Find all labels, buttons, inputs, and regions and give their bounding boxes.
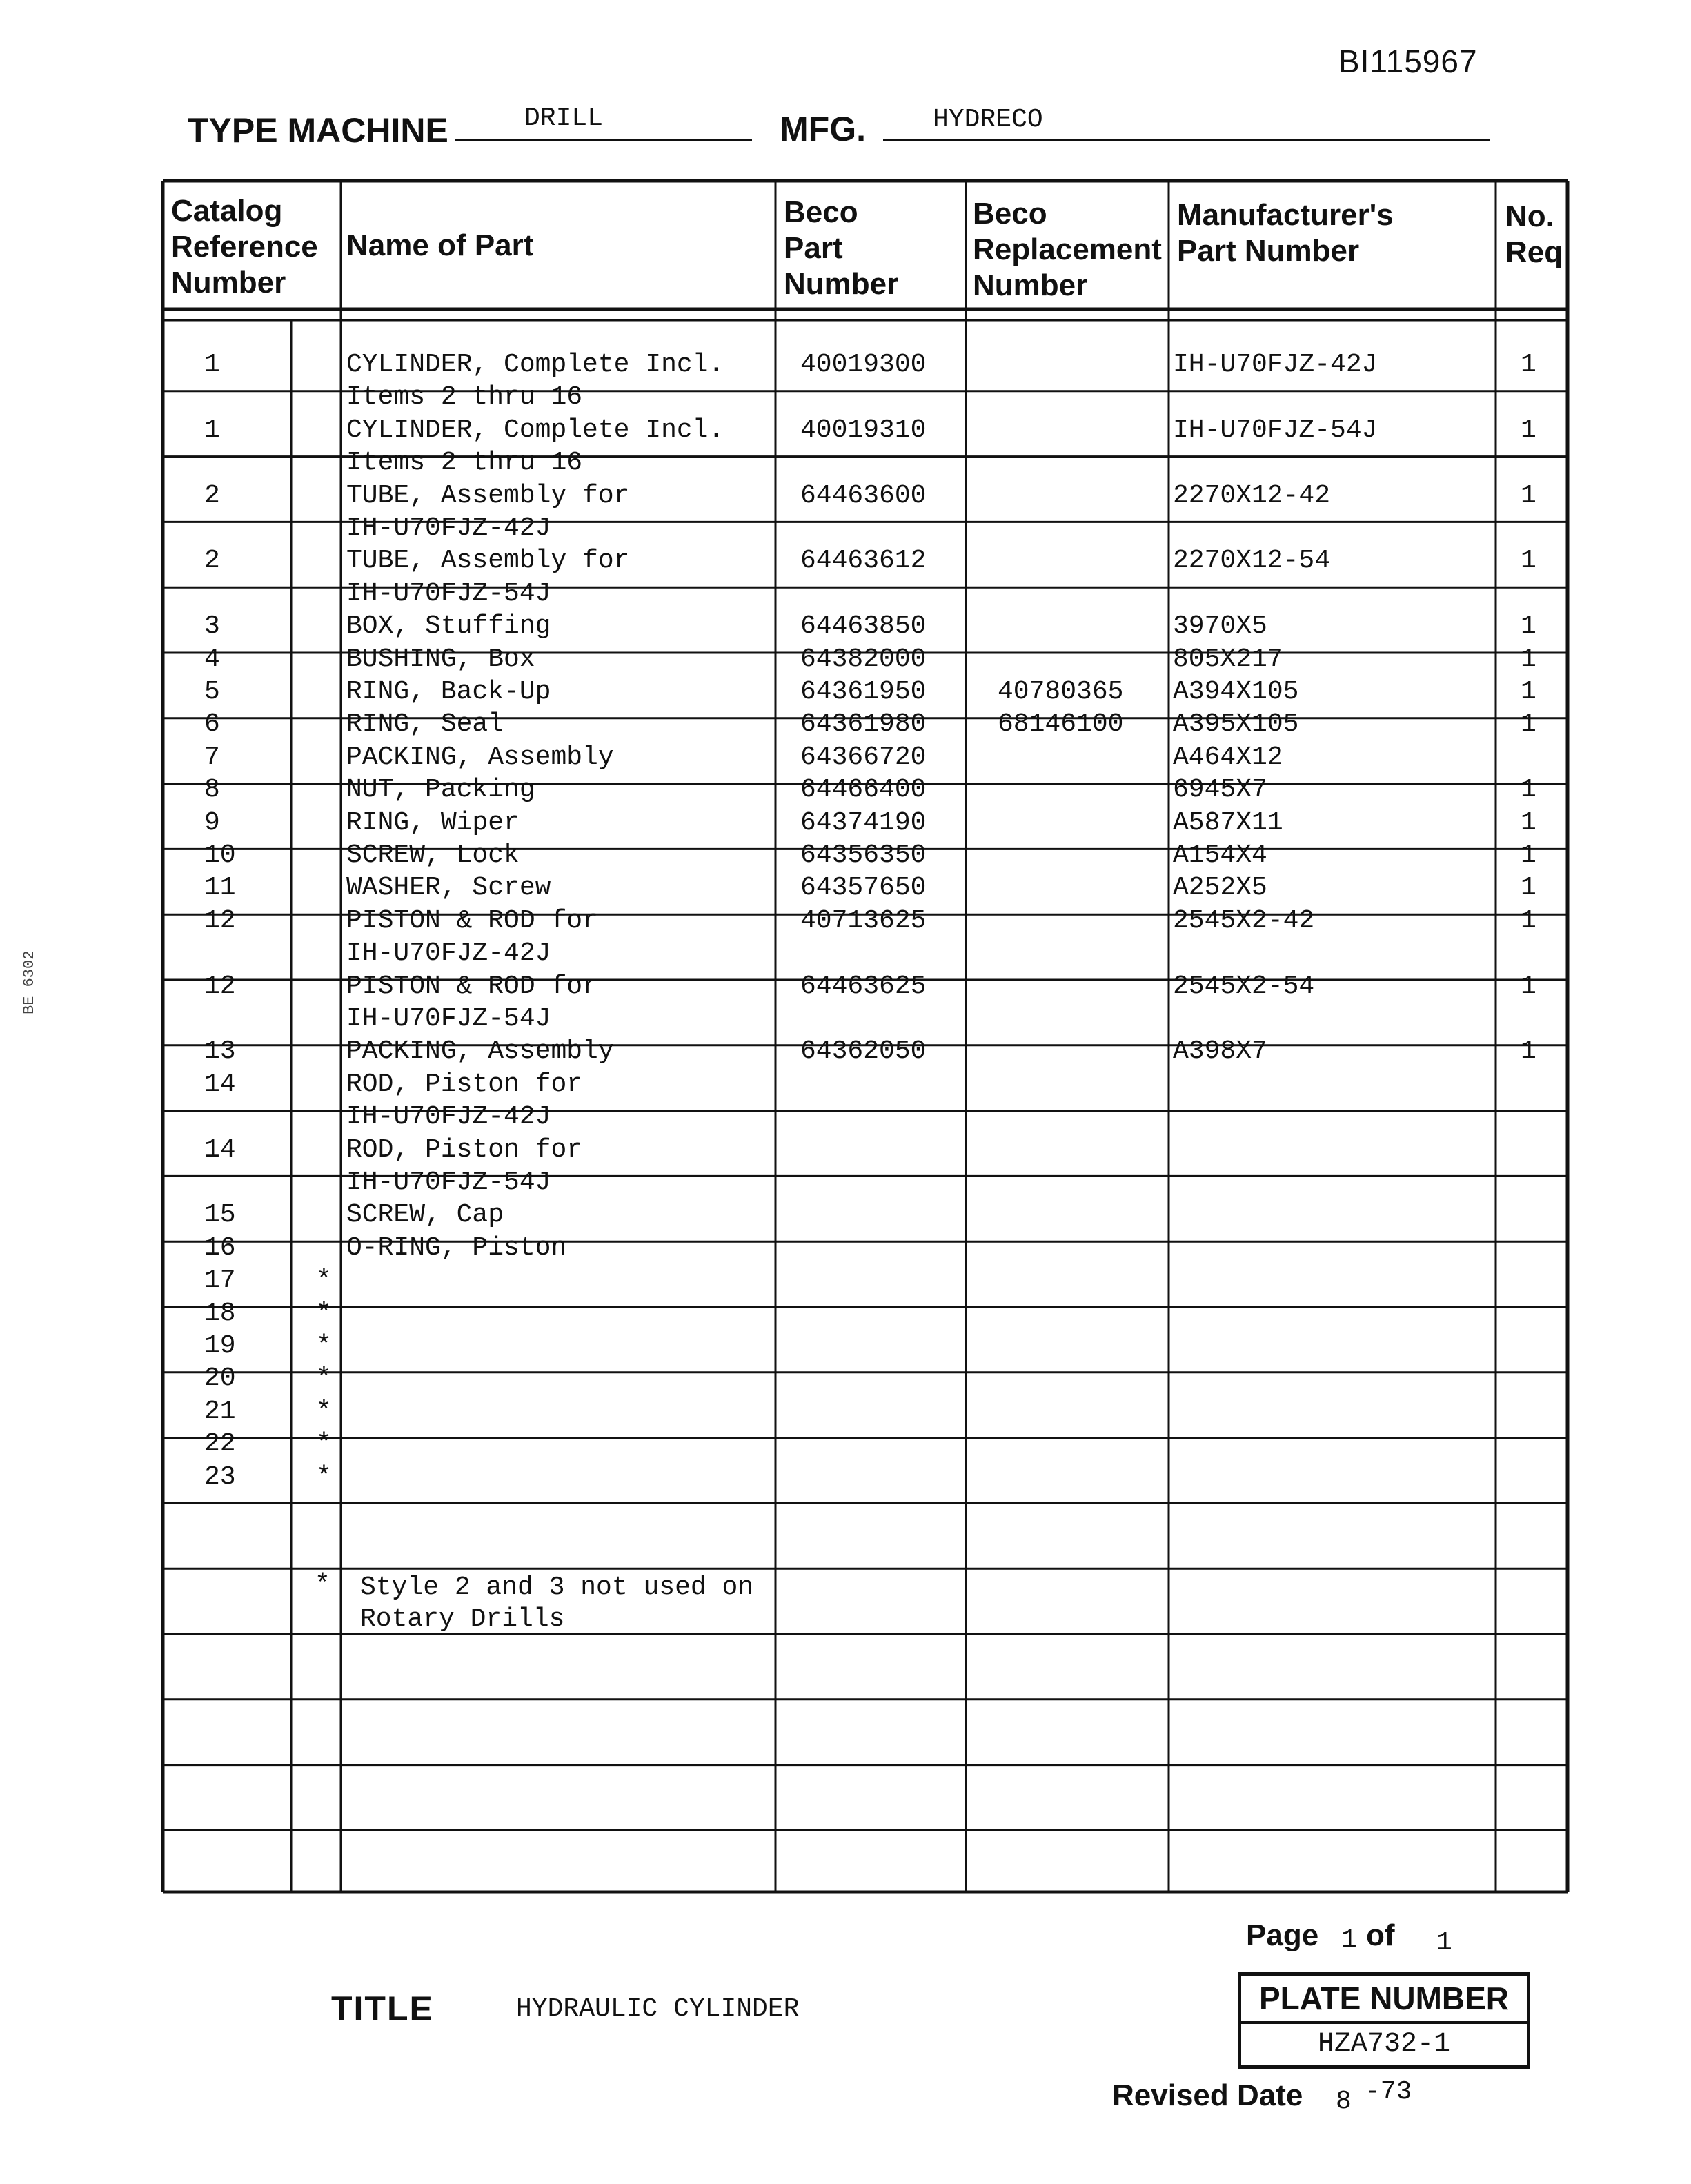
- col-header-no-req: [1505, 199, 1563, 270]
- catalog-ref-cell: 17: [204, 1266, 236, 1296]
- beco-part-cell: 40019310: [800, 415, 927, 445]
- beco-part-cell: 64374190: [800, 807, 927, 838]
- mfr-part-cell: IH-U70FJZ-42J: [1173, 350, 1378, 380]
- beco-part-cell: 64463625: [800, 971, 927, 1001]
- style-star-cell: *: [316, 1462, 332, 1492]
- catalog-ref-cell: 23: [204, 1462, 236, 1492]
- catalog-ref-cell: 6: [204, 709, 220, 740]
- beco-part-cell: 64382000: [800, 644, 927, 674]
- part-name-cell: ROD, Piston for: [346, 1069, 583, 1099]
- part-name-cell: IH-U70FJZ-42J: [346, 1102, 551, 1132]
- catalog-ref-cell: 10: [204, 840, 236, 870]
- mfr-part-cell: A587X11: [1173, 807, 1283, 838]
- part-name-cell: CYLINDER, Complete Incl.: [346, 415, 724, 445]
- part-name-cell: PACKING, Assembly: [346, 1036, 614, 1067]
- col-header-mfr-line1: Manufacturer's: [1177, 198, 1394, 232]
- beco-part-cell: 64362050: [800, 1036, 927, 1067]
- beco-part-cell: 64463600: [800, 480, 927, 511]
- catalog-ref-cell: 4: [204, 644, 220, 674]
- title-label: TITLE: [331, 1989, 434, 2028]
- style-star-cell: *: [316, 1364, 332, 1394]
- plate-number-box: [1238, 1972, 1530, 2069]
- page-label: Page: [1246, 1918, 1319, 1952]
- part-name-cell: NUT, Packing: [346, 775, 535, 805]
- part-name-cell: IH-U70FJZ-42J: [346, 938, 551, 969]
- col-header-no-line1: No.: [1505, 199, 1554, 233]
- page-number: 1: [1341, 1925, 1357, 1955]
- catalog-ref-cell: 14: [204, 1069, 236, 1099]
- no-req-cell: 1: [1521, 905, 1536, 936]
- part-name-cell: PACKING, Assembly: [346, 742, 614, 772]
- no-req-cell: 1: [1521, 350, 1536, 380]
- part-name-cell: ROD, Piston for: [346, 1134, 583, 1165]
- no-req-cell: 1: [1521, 480, 1536, 511]
- catalog-ref-cell: 5: [204, 677, 220, 707]
- part-name-cell: IH-U70FJZ-42J: [346, 513, 551, 543]
- no-req-cell: 1: [1521, 971, 1536, 1001]
- beco-replacement-cell: 40780365: [998, 677, 1124, 707]
- no-req-cell: 1: [1521, 709, 1536, 740]
- part-name-cell: PISTON & ROD for: [346, 971, 598, 1001]
- document-id: BI115967: [1338, 43, 1478, 79]
- mfr-part-cell: A464X12: [1173, 742, 1283, 772]
- col-header-beco-part: [784, 195, 898, 302]
- no-req-cell: 1: [1521, 807, 1536, 838]
- catalog-ref-cell: 7: [204, 742, 220, 772]
- page-total: 1: [1436, 1928, 1452, 1958]
- part-name-cell: IH-U70FJZ-54J: [346, 1004, 551, 1034]
- catalog-ref-cell: 19: [204, 1331, 236, 1361]
- catalog-ref-cell: 11: [204, 873, 236, 903]
- col-header-beco-replacement: [973, 196, 1162, 304]
- no-req-cell: 1: [1521, 840, 1536, 870]
- part-name-cell: IH-U70FJZ-54J: [346, 578, 551, 609]
- mfg-value: HYDRECO: [933, 105, 1043, 135]
- mfr-part-cell: 2270X12-42: [1173, 480, 1331, 511]
- catalog-ref-cell: 1: [204, 415, 220, 445]
- catalog-ref-cell: 2: [204, 546, 220, 576]
- col-header-beco-part-line2: Part: [784, 231, 843, 265]
- type-machine-label: TYPE MACHINE: [188, 111, 448, 150]
- footnote-line1: Style 2 and 3 not used on: [360, 1573, 754, 1602]
- beco-part-cell: 64463612: [800, 546, 927, 576]
- catalog-ref-cell: 18: [204, 1298, 236, 1328]
- mfr-part-cell: A252X5: [1173, 873, 1267, 903]
- margin-mark: BE 6302: [21, 950, 38, 1014]
- part-name-cell: TUBE, Assembly for: [346, 546, 630, 576]
- no-req-cell: 1: [1521, 415, 1536, 445]
- part-name-cell: TUBE, Assembly for: [346, 480, 630, 511]
- mfr-part-cell: 2545X2-42: [1173, 905, 1315, 936]
- mfr-part-cell: 2545X2-54: [1173, 971, 1315, 1001]
- part-name-cell: O-RING, Piston: [346, 1232, 567, 1263]
- catalog-ref-cell: 13: [204, 1036, 236, 1067]
- catalog-ref-cell: 14: [204, 1134, 236, 1165]
- part-name-cell: CYLINDER, Complete Incl.: [346, 350, 724, 380]
- part-name-cell: BOX, Stuffing: [346, 611, 551, 642]
- col-header-beco-repl-line1: Beco: [973, 197, 1047, 230]
- part-name-cell: RING, Back-Up: [346, 677, 551, 707]
- no-req-cell: 1: [1521, 1036, 1536, 1067]
- col-header-beco-repl-line2: Replacement: [973, 233, 1162, 266]
- footnote-star: *: [315, 1570, 330, 1600]
- style-star-cell: *: [316, 1298, 332, 1328]
- col-header-catalog-line1: Catalog: [171, 194, 283, 228]
- mfr-part-cell: 3970X5: [1173, 611, 1267, 642]
- style-star-cell: *: [316, 1331, 332, 1361]
- no-req-cell: 1: [1521, 873, 1536, 903]
- col-header-mfr-line2: Part Number: [1177, 234, 1360, 268]
- no-req-cell: 1: [1521, 775, 1536, 805]
- mfr-part-cell: IH-U70FJZ-54J: [1173, 415, 1378, 445]
- catalog-ref-cell: 16: [204, 1232, 236, 1263]
- mfr-part-cell: A395X105: [1173, 709, 1299, 740]
- part-name-cell: IH-U70FJZ-54J: [346, 1168, 551, 1197]
- plate-number-value: HZA732-1: [1317, 2029, 1451, 2060]
- beco-part-cell: 40019300: [800, 350, 927, 380]
- title-value: HYDRAULIC CYLINDER: [516, 1994, 800, 2024]
- col-header-mfr-part: [1177, 197, 1394, 269]
- col-header-beco-repl-line3: Number: [973, 268, 1088, 302]
- no-req-cell: 1: [1521, 611, 1536, 642]
- part-name-cell: RING, Wiper: [346, 807, 520, 838]
- beco-part-cell: 64356350: [800, 840, 927, 870]
- beco-replacement-cell: 68146100: [998, 709, 1124, 740]
- catalog-ref-cell: 12: [204, 971, 236, 1001]
- style-star-cell: *: [316, 1266, 332, 1296]
- beco-part-cell: 64361980: [800, 709, 927, 740]
- revised-year: -73: [1365, 2077, 1412, 2107]
- footnote-line2: Rotary Drills: [360, 1604, 565, 1634]
- no-req-cell: 1: [1521, 546, 1536, 576]
- col-header-beco-part-line3: Number: [784, 267, 899, 301]
- revised-month: 8: [1336, 2087, 1352, 2116]
- col-header-no-line2: Req: [1505, 235, 1563, 269]
- part-name-cell: PISTON & ROD for: [346, 905, 598, 936]
- beco-part-cell: 64466400: [800, 775, 927, 805]
- plate-number-label: PLATE NUMBER: [1241, 1976, 1527, 2024]
- no-req-cell: 1: [1521, 644, 1536, 674]
- mfr-part-cell: A154X4: [1173, 840, 1267, 870]
- part-name-cell: SCREW, Lock: [346, 840, 520, 870]
- beco-part-cell: 64361950: [800, 677, 927, 707]
- col-header-catalog-ref: [171, 193, 318, 301]
- beco-part-cell: 40713625: [800, 905, 927, 936]
- col-header-catalog-line2: Reference: [171, 230, 318, 264]
- part-name-cell: BUSHING, Box: [346, 644, 535, 674]
- beco-part-cell: 64366720: [800, 742, 927, 772]
- mfr-part-cell: A398X7: [1173, 1036, 1267, 1067]
- catalog-ref-cell: 22: [204, 1429, 236, 1459]
- style-star-cell: *: [316, 1429, 332, 1459]
- type-machine-value: DRILL: [524, 104, 604, 133]
- no-req-cell: 1: [1521, 677, 1536, 707]
- mfr-part-cell: A394X105: [1173, 677, 1299, 707]
- page-of-label: of: [1366, 1918, 1395, 1952]
- catalog-ref-cell: 20: [204, 1364, 236, 1394]
- catalog-ref-cell: 1: [204, 350, 220, 380]
- catalog-ref-cell: 3: [204, 611, 220, 642]
- part-name-cell: WASHER, Screw: [346, 873, 551, 903]
- part-name-cell: Items 2 thru 16: [346, 448, 583, 478]
- catalog-ref-cell: 9: [204, 807, 220, 838]
- mfr-part-cell: 6945X7: [1173, 775, 1267, 805]
- beco-part-cell: 64357650: [800, 873, 927, 903]
- col-header-name-of-part: Name of Part: [346, 228, 534, 262]
- mfg-label: MFG.: [780, 110, 866, 148]
- style-star-cell: *: [316, 1396, 332, 1426]
- catalog-ref-cell: 2: [204, 480, 220, 511]
- col-header-beco-part-line1: Beco: [784, 195, 858, 229]
- catalog-ref-cell: 12: [204, 905, 236, 936]
- part-name-cell: RING, Seal: [346, 709, 504, 740]
- part-name-cell: SCREW, Cap: [346, 1200, 504, 1230]
- catalog-ref-cell: 15: [204, 1200, 236, 1230]
- catalog-ref-cell: 21: [204, 1396, 236, 1426]
- col-header-catalog-line3: Number: [171, 266, 286, 299]
- revised-date-label: Revised Date: [1112, 2078, 1303, 2112]
- beco-part-cell: 64463850: [800, 611, 927, 642]
- mfr-part-cell: 2270X12-54: [1173, 546, 1331, 576]
- catalog-ref-cell: 8: [204, 775, 220, 805]
- mfr-part-cell: 805X217: [1173, 644, 1283, 674]
- part-name-cell: Items 2 thru 16: [346, 382, 583, 413]
